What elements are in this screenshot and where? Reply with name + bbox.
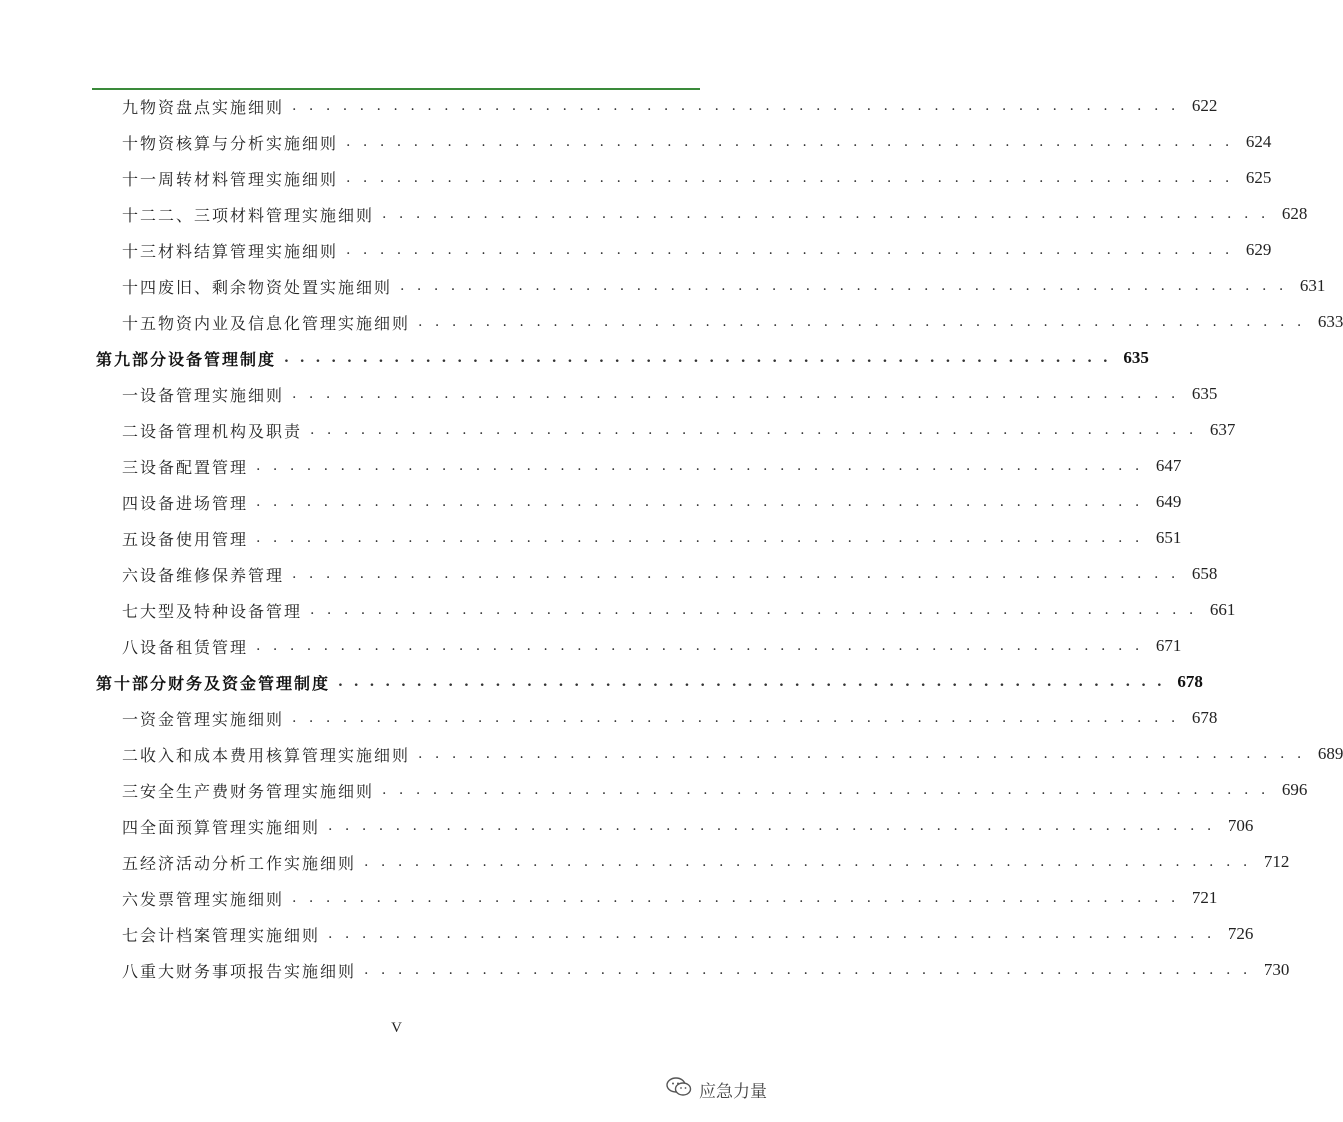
entry-number: 五	[122, 529, 141, 549]
entry-title: 设备管理实施细则	[140, 385, 285, 405]
part-label: 第九部分	[96, 349, 169, 369]
dot-leader: . . . . . . . . . . . . . . . . . . . . . . . . . . . . . . . . . . . . . . . . . . . . . . . . . . . . .	[256, 638, 1144, 654]
dot-leader: . . . . . . . . . . . . . . . . . . . . . . . . . . . . . . . . . . . . . . . . . . . . . . . . . . . . .	[292, 566, 1180, 582]
entry-title: 收入和成本费用核算管理实施细则	[140, 745, 411, 765]
dot-leader: . . . . . . . . . . . . . . . . . . . . . . . . . . . . . . . . . . . . . . . . . . . . . . . . . . . . .	[292, 98, 1180, 114]
dot-leader: . . . . . . . . . . . . . . . . . . . . . . . . . . . . . . . . . . . . . . . . . . . . . . . . . . . . .	[310, 422, 1198, 438]
entry-page: 678	[1191, 708, 1218, 727]
toc-entry[interactable]	[92, 268, 1326, 304]
entry-title: 重大财务事项报告实施细则	[140, 961, 357, 981]
entry-page: 633	[1317, 312, 1343, 331]
entry-page: 671	[1155, 636, 1182, 655]
watermark-text: 应急力量	[699, 1082, 767, 1102]
entry-number: 十三	[122, 241, 159, 261]
entry-number: 十二	[122, 205, 159, 225]
entry-title: 物资核算与分析实施细则	[140, 133, 339, 153]
entry-page: 651	[1155, 528, 1182, 547]
entry-page: 628	[1281, 204, 1308, 223]
entry-title: 二、三项材料管理实施细则	[158, 205, 375, 225]
entry-page: 649	[1155, 492, 1182, 511]
entry-title: 设备配置管理	[140, 457, 249, 477]
toc-entry[interactable]	[92, 124, 1272, 160]
entry-number: 三	[122, 781, 141, 801]
toc-entry[interactable]	[92, 412, 1236, 448]
entry-number: 二	[122, 745, 141, 765]
entry-number: 十	[122, 133, 141, 153]
dot-leader: . . . . . . . . . . . . . . . . . . . . . . . . . . . . . . . . . . . . . . . . . . . . . . . . . . . . .	[328, 818, 1216, 834]
toc-entry[interactable]	[92, 232, 1272, 268]
entry-number: 九	[122, 97, 141, 117]
part-label: 第十部分	[96, 673, 169, 693]
dot-leader: . . . . . . . . . . . . . . . . . . . . . . . . . . . . . . . . . . . . . . . . . . . . . . . . . . . . .	[256, 494, 1144, 510]
entry-title: 物资盘点实施细则	[140, 97, 285, 117]
entry-number: 七	[122, 601, 141, 621]
toc-entry[interactable]	[92, 772, 1308, 808]
toc-part-heading[interactable]	[92, 664, 1203, 700]
dot-leader: . . . . . . . . . . . . . . . . . . . . . . . . . . . . . . . . . . . . . . . . . . . . . . . . . . . . .	[382, 782, 1270, 798]
toc-entry[interactable]	[92, 88, 1218, 124]
entry-page: 658	[1191, 564, 1218, 583]
entry-title: 物资内业及信息化管理实施细则	[158, 313, 411, 333]
toc-entry[interactable]	[92, 736, 1343, 772]
entry-number: 十四	[122, 277, 159, 297]
toc-entry[interactable]	[92, 628, 1182, 664]
entry-number: 十五	[122, 313, 159, 333]
entry-number: 一	[122, 709, 141, 729]
entry-title: 废旧、剩余物资处置实施细则	[158, 277, 393, 297]
toc-entry[interactable]	[92, 376, 1218, 412]
entry-title: 设备进场管理	[140, 493, 249, 513]
entry-page: 635	[1191, 384, 1218, 403]
entry-page: 625	[1245, 168, 1272, 187]
entry-title: 周转材料管理实施细则	[158, 169, 339, 189]
entry-number: 四	[122, 817, 141, 837]
part-page: 635	[1123, 348, 1149, 367]
toc-entry[interactable]	[92, 952, 1290, 988]
toc-entry[interactable]	[92, 304, 1343, 340]
entry-number: 八	[122, 961, 141, 981]
toc-entry[interactable]	[92, 700, 1218, 736]
page-number: V	[391, 1020, 402, 1036]
dot-leader: . . . . . . . . . . . . . . . . . . . . . . . . . . . . . . . . . . . . . . . . . . . . . . . . . . . . .	[382, 206, 1270, 222]
watermark	[665, 1076, 767, 1103]
part-page: 678	[1177, 672, 1203, 691]
entry-title: 设备租赁管理	[140, 637, 249, 657]
entry-number: 二	[122, 421, 141, 441]
toc-entry[interactable]	[92, 808, 1254, 844]
dot-leader: . . . . . . . . . . . . . . . . . . . . . . . . . . . . . . . . . . . . . . . . . . . . . . . . . . . . .	[400, 278, 1288, 294]
dot-leader: . . . . . . . . . . . . . . . . . . . . . . . . . . . . . . . . . . . . . . . . . . . . . . . . . . . . .	[256, 458, 1144, 474]
entry-title: 会计档案管理实施细则	[140, 925, 321, 945]
dot-leader: . . . . . . . . . . . . . . . . . . . . . . . . . . . . . . . . . . . . . . . . . . . . . . . . . . . . .	[292, 710, 1180, 726]
entry-title: 全面预算管理实施细则	[140, 817, 321, 837]
toc-part-heading[interactable]	[92, 340, 1149, 376]
toc-entry[interactable]	[92, 592, 1236, 628]
toc-entry[interactable]	[92, 448, 1182, 484]
toc-entry[interactable]	[92, 520, 1182, 556]
entry-page: 661	[1209, 600, 1236, 619]
entry-page: 637	[1209, 420, 1236, 439]
entry-number: 六	[122, 565, 141, 585]
entry-title: 安全生产费财务管理实施细则	[140, 781, 375, 801]
entry-number: 四	[122, 493, 141, 513]
entry-page: 622	[1191, 96, 1218, 115]
entry-page: 730	[1263, 960, 1290, 979]
toc-entry[interactable]	[92, 880, 1218, 916]
dot-leader: . . . . . . . . . . . . . . . . . . . . . . . . . . . . . . . . . . . . . . . . . . . . . . . . . . . . .	[364, 962, 1252, 978]
entry-page: 624	[1245, 132, 1272, 151]
entry-title: 发票管理实施细则	[140, 889, 285, 909]
toc-entry[interactable]	[92, 160, 1272, 196]
dot-leader: . . . . . . . . . . . . . . . . . . . . . . . . . . . . . . . . . . . . . . . . . . . . . . . . . . . . .	[292, 386, 1180, 402]
entry-title: 经济活动分析工作实施细则	[140, 853, 357, 873]
dot-leader: . . . . . . . . . . . . . . . . . . . . . . . . . . . . . . . . . . . . . . . . . . . . . . . . . . . . .	[418, 746, 1306, 762]
dot-leader: . . . . . . . . . . . . . . . . . . . . . . . . . . . . . . . . . . . . . . . . . . . . . . . . . . . . .	[418, 314, 1306, 330]
dot-leader: . . . . . . . . . . . . . . . . . . . . . . . . . . . . . . . . . . . . . . . . . . . . . . . . . . . . .	[364, 854, 1252, 870]
entry-page: 706	[1227, 816, 1254, 835]
entry-page: 712	[1263, 852, 1290, 871]
entry-title: 大型及特种设备管理	[140, 601, 303, 621]
entry-page: 631	[1299, 276, 1326, 295]
toc-entry[interactable]	[92, 196, 1308, 232]
part-title: 设备管理制度	[168, 349, 277, 369]
entry-title: 材料结算管理实施细则	[158, 241, 339, 261]
entry-title: 资金管理实施细则	[140, 709, 285, 729]
entry-title: 设备使用管理	[140, 529, 249, 549]
entry-page: 726	[1227, 924, 1254, 943]
dot-leader: . . . . . . . . . . . . . . . . . . . . . . . . . . . . . . . . . . . . . . . . . . . . . . . . . . . . .	[346, 242, 1234, 258]
entry-number: 五	[122, 853, 141, 873]
dot-leader: . . . . . . . . . . . . . . . . . . . . . . . . . . . . . . . . . . . . . . . . . . . . . . . . . . . . .	[346, 134, 1234, 150]
dot-leader: . . . . . . . . . . . . . . . . . . . . . . . . . . . . . . . . . . . . . . . . . . . . . . . . . . . . .	[310, 602, 1198, 618]
dot-leader: . . . . . . . . . . . . . . . . . . . . . . . . . . . . . . . . . . . . . . . . . . . . . . . . . . . . .	[284, 350, 1111, 366]
entry-number: 六	[122, 889, 141, 909]
entry-page: 696	[1281, 780, 1308, 799]
toc-entry[interactable]	[92, 484, 1182, 520]
entry-number: 十一	[122, 169, 159, 189]
entry-page: 689	[1317, 744, 1343, 763]
dot-leader: . . . . . . . . . . . . . . . . . . . . . . . . . . . . . . . . . . . . . . . . . . . . . . . . . . . . .	[328, 926, 1216, 942]
entry-page: 629	[1245, 240, 1272, 259]
entry-title: 设备维修保养管理	[140, 565, 285, 585]
dot-leader: . . . . . . . . . . . . . . . . . . . . . . . . . . . . . . . . . . . . . . . . . . . . . . . . . . . . .	[338, 674, 1165, 690]
dot-leader: . . . . . . . . . . . . . . . . . . . . . . . . . . . . . . . . . . . . . . . . . . . . . . . . . . . . .	[292, 890, 1180, 906]
entry-number: 一	[122, 385, 141, 405]
part-title: 财务及资金管理制度	[168, 673, 331, 693]
dot-leader: . . . . . . . . . . . . . . . . . . . . . . . . . . . . . . . . . . . . . . . . . . . . . . . . . . . . .	[346, 170, 1234, 186]
entry-number: 三	[122, 457, 141, 477]
dot-leader: . . . . . . . . . . . . . . . . . . . . . . . . . . . . . . . . . . . . . . . . . . . . . . . . . . . . .	[256, 530, 1144, 546]
toc-entry[interactable]	[92, 844, 1290, 880]
toc-entry[interactable]	[92, 916, 1254, 952]
entry-number: 七	[122, 925, 141, 945]
toc-entry[interactable]	[92, 556, 1218, 592]
wechat-icon	[665, 1076, 693, 1103]
entry-page: 647	[1155, 456, 1182, 475]
entry-title: 设备管理机构及职责	[140, 421, 303, 441]
entry-page: 721	[1191, 888, 1218, 907]
entry-number: 八	[122, 637, 141, 657]
